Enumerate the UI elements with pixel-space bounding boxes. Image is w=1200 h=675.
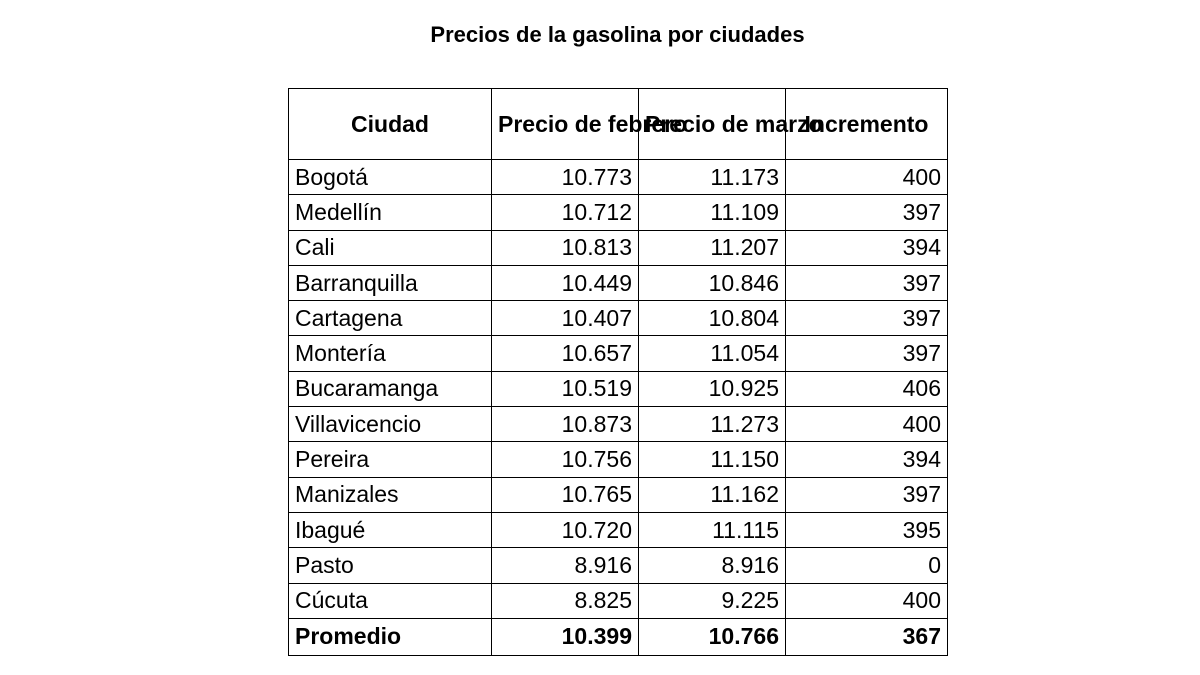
cell-march-price: 10.804 xyxy=(639,301,786,336)
table-header-row xyxy=(289,89,948,160)
cell-february-price: 10.873 xyxy=(492,407,639,442)
column-header-february-price: Precio de febrero xyxy=(492,89,639,160)
cell-march-price: 11.162 xyxy=(639,477,786,512)
cell-february-price: 10.813 xyxy=(492,230,639,265)
cell-february-price: 10.773 xyxy=(492,160,639,195)
cell-city: Bucaramanga xyxy=(289,371,492,406)
cell-march-price: 11.115 xyxy=(639,512,786,547)
cell-february-price: 10.519 xyxy=(492,371,639,406)
cell-increase: 394 xyxy=(786,230,948,265)
cell-february-price: 10.712 xyxy=(492,195,639,230)
table-row xyxy=(289,230,948,265)
cell-increase: 397 xyxy=(786,477,948,512)
cell-city: Bogotá xyxy=(289,160,492,195)
cell-increase: 406 xyxy=(786,371,948,406)
cell-city: Manizales xyxy=(289,477,492,512)
cell-march-price: 11.054 xyxy=(639,336,786,371)
cell-city: Pereira xyxy=(289,442,492,477)
average-february-price: 10.399 xyxy=(492,618,639,655)
cell-city: Villavicencio xyxy=(289,407,492,442)
cell-increase: 0 xyxy=(786,548,948,583)
cell-march-price: 11.150 xyxy=(639,442,786,477)
page-title: Precios de la gasolina por ciudades xyxy=(430,22,805,47)
gas-price-table xyxy=(288,88,948,656)
cell-increase: 394 xyxy=(786,442,948,477)
cell-increase: 397 xyxy=(786,195,948,230)
cell-march-price: 10.846 xyxy=(639,265,786,300)
average-increase: 367 xyxy=(786,618,948,655)
cell-february-price: 10.657 xyxy=(492,336,639,371)
cell-city: Barranquilla xyxy=(289,265,492,300)
table-row xyxy=(289,583,948,618)
table-row xyxy=(289,548,948,583)
cell-increase: 395 xyxy=(786,512,948,547)
table-row xyxy=(289,512,948,547)
cell-city: Cúcuta xyxy=(289,583,492,618)
cell-city: Cartagena xyxy=(289,301,492,336)
cell-city: Medellín xyxy=(289,195,492,230)
cell-increase: 400 xyxy=(786,583,948,618)
cell-increase: 397 xyxy=(786,336,948,371)
table-row xyxy=(289,407,948,442)
column-header-increase: Incremento xyxy=(786,89,948,160)
table-row xyxy=(289,442,948,477)
cell-city: Ibagué xyxy=(289,512,492,547)
table-row xyxy=(289,336,948,371)
table-row xyxy=(289,477,948,512)
cell-march-price: 8.916 xyxy=(639,548,786,583)
table-row xyxy=(289,195,948,230)
cell-city: Cali xyxy=(289,230,492,265)
cell-february-price: 8.825 xyxy=(492,583,639,618)
average-label: Promedio xyxy=(289,618,492,655)
cell-february-price: 10.756 xyxy=(492,442,639,477)
table-row xyxy=(289,371,948,406)
table-row xyxy=(289,301,948,336)
average-row xyxy=(289,618,948,655)
column-header-city: Ciudad xyxy=(289,89,492,160)
column-header-march-price: Precio de marzo xyxy=(639,89,786,160)
table-row xyxy=(289,265,948,300)
cell-march-price: 10.925 xyxy=(639,371,786,406)
cell-march-price: 11.109 xyxy=(639,195,786,230)
cell-march-price: 11.173 xyxy=(639,160,786,195)
cell-increase: 400 xyxy=(786,160,948,195)
cell-february-price: 10.720 xyxy=(492,512,639,547)
cell-march-price: 9.225 xyxy=(639,583,786,618)
average-march-price: 10.766 xyxy=(639,618,786,655)
cell-march-price: 11.273 xyxy=(639,407,786,442)
cell-increase: 400 xyxy=(786,407,948,442)
cell-increase: 397 xyxy=(786,301,948,336)
cell-february-price: 8.916 xyxy=(492,548,639,583)
cell-february-price: 10.407 xyxy=(492,301,639,336)
cell-february-price: 10.449 xyxy=(492,265,639,300)
cell-city: Pasto xyxy=(289,548,492,583)
cell-march-price: 11.207 xyxy=(639,230,786,265)
cell-city: Montería xyxy=(289,336,492,371)
table-row xyxy=(289,160,948,195)
cell-increase: 397 xyxy=(786,265,948,300)
cell-february-price: 10.765 xyxy=(492,477,639,512)
